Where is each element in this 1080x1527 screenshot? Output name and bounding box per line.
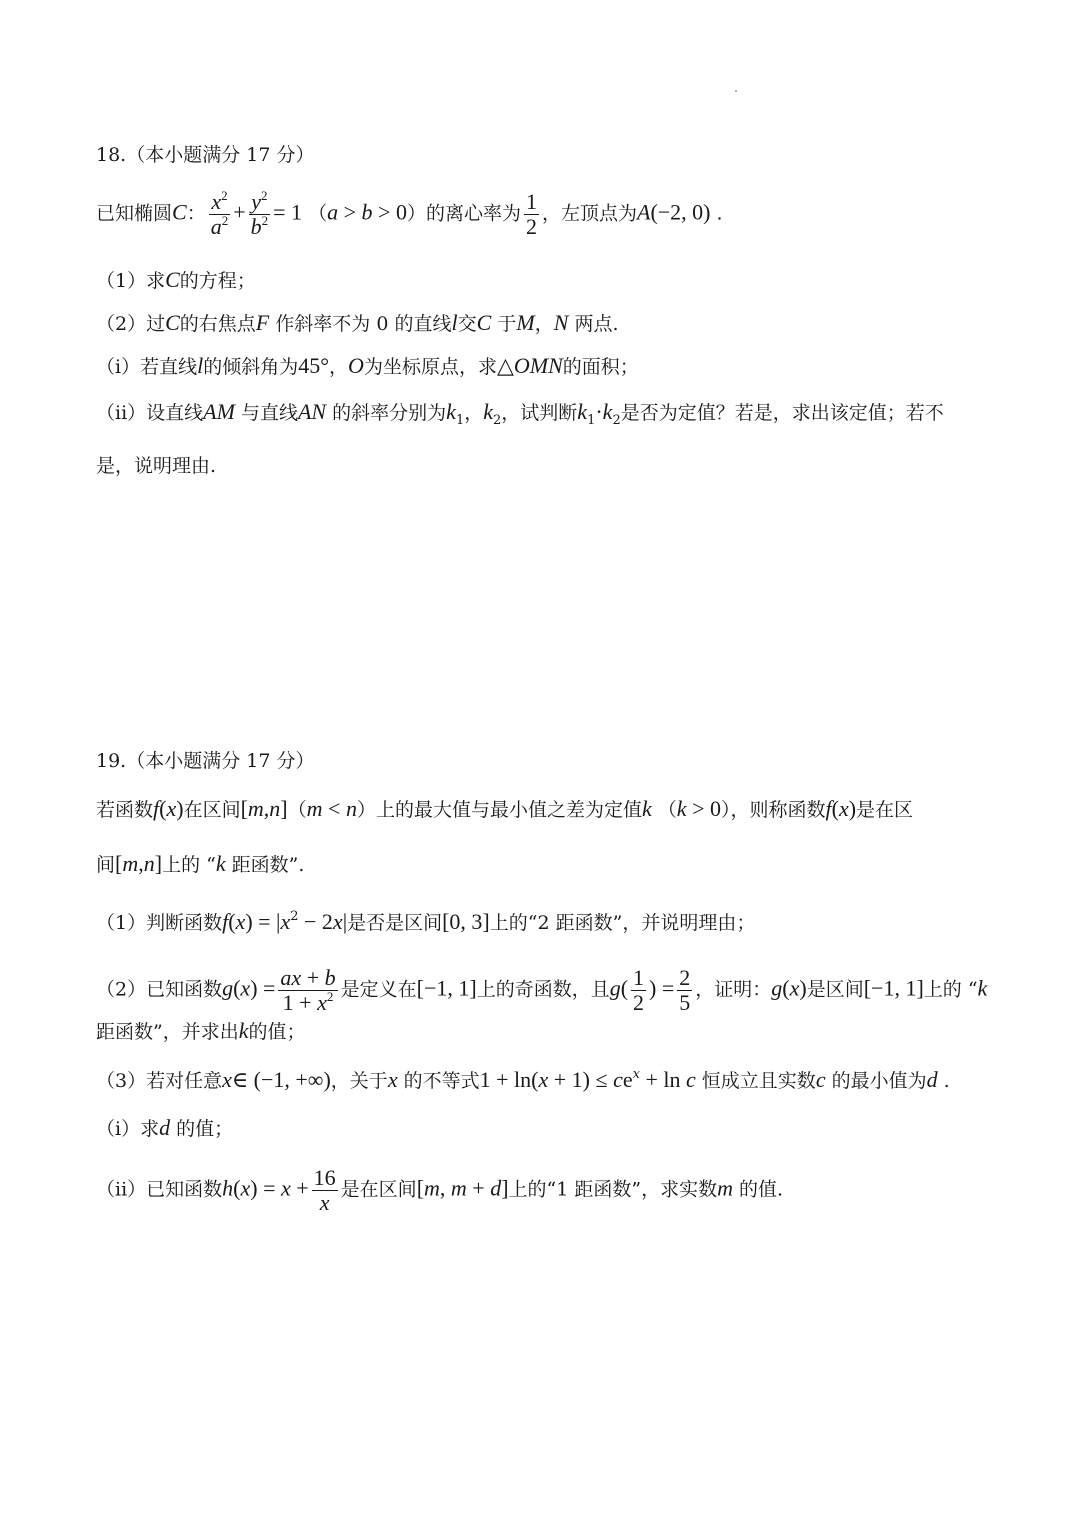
q19-header: 19.（本小题满分 17 分） bbox=[96, 750, 315, 772]
q19-part3-i: （i）求d 的值； bbox=[96, 1115, 234, 1140]
q19-part1: （1）判断函数$f(x) = |x^2 - 2x|$是否是区间[0, 3]上的“2 距函数”，并说明理由； bbox=[96, 909, 756, 934]
q19-part3-ii: （ii）已知函数h(x) = x + $\frac{16}{x}$ 是在区间[m, m + d]上的“1 距函数”，求实数m 的值. bbox=[96, 1165, 784, 1215]
q19-part2: （2）已知函数g(x) = $\frac{ax + b}{1 + x^2}$ 是定义在[−1, 1]上的奇函数，且g( $\frac{1}{2}$ ) = $\frac{2}{5}$ ，证明：g(x)是区间[−1, 1]上的 “k bbox=[96, 965, 988, 1015]
q18-part2-ii-cont: 是，说明理由. bbox=[96, 455, 217, 477]
q18-part2: （2）过C的右焦点F 作斜率不为 0 的直线l交C 于M，N 两点. bbox=[96, 310, 619, 335]
q18-stem: 已知椭圆C： $\frac{x^2}{a^2}$ + $\frac{y^2}{b^2}$ = 1 （a > b > 0）的离心率为 $\frac{1}{2}$ ，左顶点为A(−2, 0) . bbox=[96, 188, 723, 239]
q18-part2-ii: （ii）设直线AM 与直线AN 的斜率分别为$k_1$，$k_2$，试判断$k_1\cdot k_2$是否为定值？若是，求出该定值；若不 bbox=[96, 399, 944, 428]
q19-part3: （3）若对任意x∈ (−1, +∞)，关于x 的不等式$1 + \ln(x + 1) \le ce^x + \ln c$ 恒成立且实数c 的最小值为d . bbox=[96, 1067, 950, 1092]
scan-speck bbox=[735, 90, 737, 92]
q19-part2-cont: 距函数”，并求出k的值； bbox=[96, 1018, 306, 1043]
q18-header: 18.（本小题满分 17 分） bbox=[96, 144, 315, 166]
q19-stem-2: 间[m,n]上的 “k 距函数”. bbox=[96, 851, 305, 876]
q19-stem-1: 若函数f(x)在区间[m,n]（m < n）上的最大值与最小值之差为定值k （k > 0），则称函数f(x)是在区 bbox=[96, 796, 914, 821]
q18-part1: （1）求C的方程； bbox=[96, 267, 256, 292]
q18-part2-i: （i）若直线l的倾斜角为45°，O为坐标原点，求△OMN的面积； bbox=[96, 353, 639, 378]
